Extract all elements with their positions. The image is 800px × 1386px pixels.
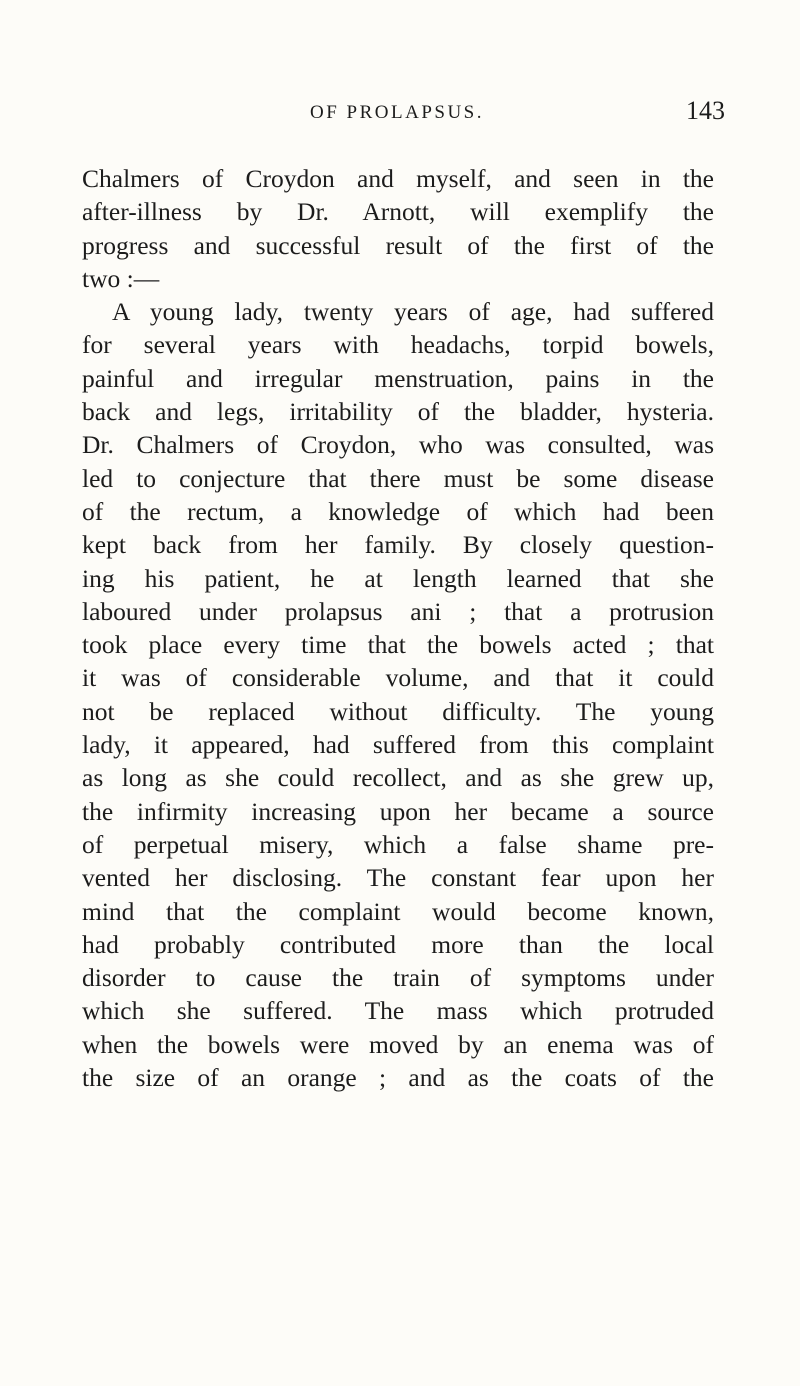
text-line: of perpetual misery, which a false shame pre- [82,829,714,859]
text-line: the infirmity increasing upon her became a source [82,796,714,826]
text-line: ing his patient, he at length learned that she [82,563,714,593]
text-line: kept back from her family. By closely question- [82,530,714,560]
text-line: took place every time that the bowels acted ; that [82,630,714,660]
text-line: A young lady, twenty years of age, had suffered [112,297,714,327]
text-line: two :— [82,263,160,293]
text-line: mind that the complaint would become known, [82,896,714,926]
text-line: after-illness by Dr. Arnott, will exemplify the [82,197,714,227]
text-line: painful and irregular menstruation, pains in the [82,363,714,393]
text-line: disorder to cause the train of symptoms under [82,963,714,993]
text-line: not be replaced without difficulty. The young [82,696,714,726]
text-line: laboured under prolapsus ani ; that a protrusion [82,596,714,626]
page-number: 143 [686,96,725,125]
text-line: had probably contributed more than the local [82,929,714,959]
text-line: which she suffered. The mass which protruded [82,996,714,1026]
text-line: it was of considerable volume, and that it could [82,663,714,693]
text-line: when the bowels were moved by an enema was of [82,1029,714,1059]
text-line: the size of an orange ; and as the coats of the [82,1063,714,1093]
text-line: progress and successful result of the first of the [82,230,714,260]
text-line: vented her disclosing. The constant fear upon her [82,863,714,893]
text-line: lady, it appeared, had suffered from this complaint [82,730,714,760]
body-text [82,162,714,1094]
text-line: Dr. Chalmers of Croydon, who was consulted, was [82,430,714,460]
text-line: as long as she could recollect, and as she grew up, [82,763,714,793]
text-line: for several years with headachs, torpid bowels, [82,330,714,360]
text-line: back and legs, irritability of the bladder, hysteria. [82,397,714,427]
text-line: led to conjecture that there must be some disease [82,463,714,493]
running-title: OF PROLAPSUS. [310,102,484,123]
text-line: of the rectum, a knowledge of which had been [82,496,714,526]
running-head [0,96,800,132]
text-line: Chalmers of Croydon and myself, and seen in the [82,164,714,193]
